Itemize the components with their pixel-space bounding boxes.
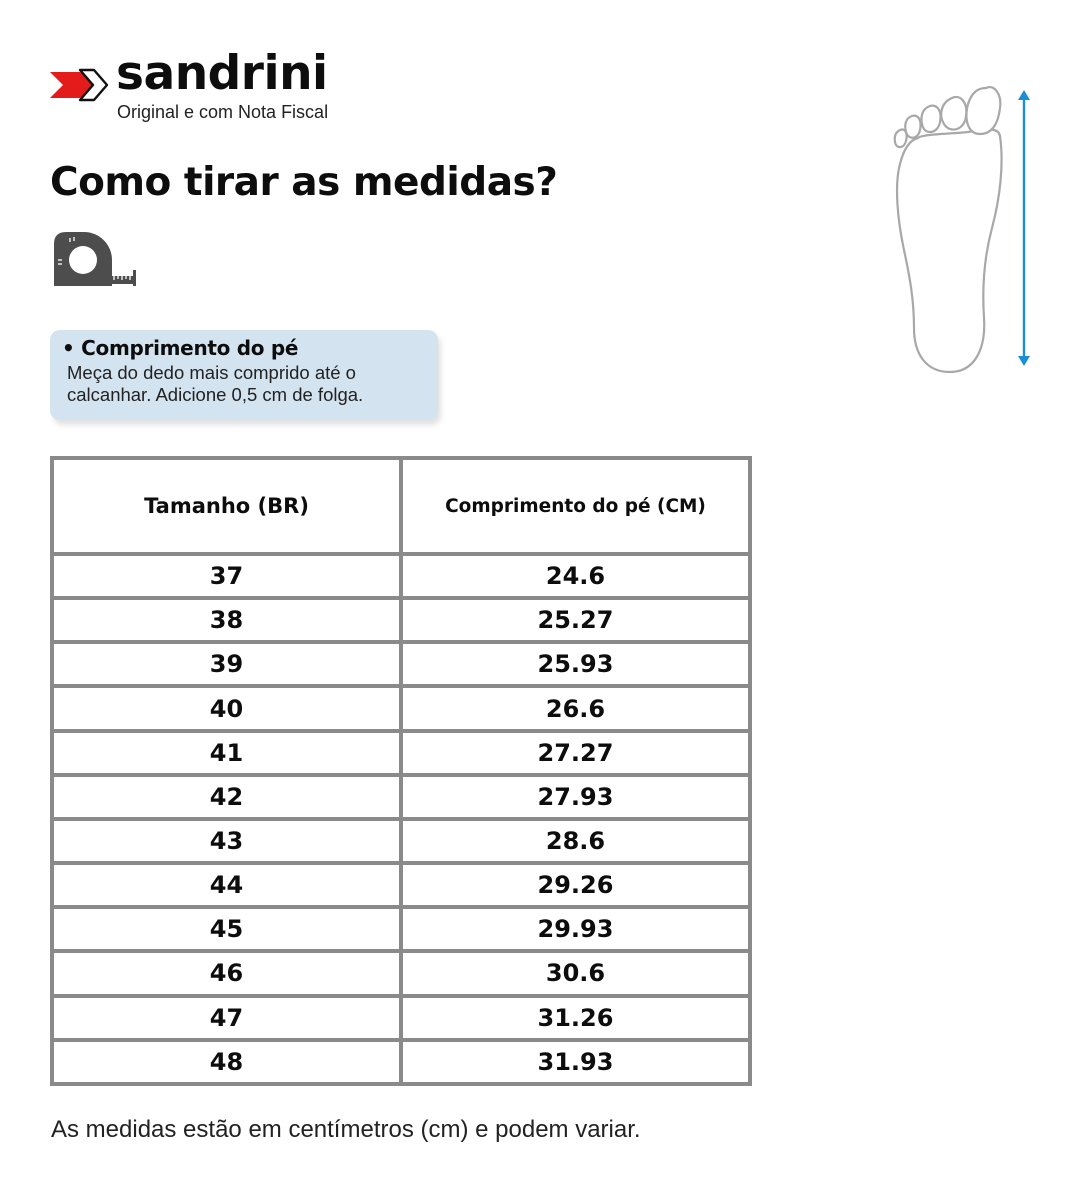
length-cell: 30.6 [401, 951, 750, 995]
header-foot-length-cm: Comprimento do pé (CM) [401, 458, 750, 554]
size-cell: 42 [52, 775, 401, 819]
table-row [52, 642, 750, 686]
measurement-note: As medidas estão em centímetros (cm) e podem variar. [51, 1116, 641, 1143]
length-cell: 29.26 [401, 863, 750, 907]
table-row [52, 775, 750, 819]
size-cell: 47 [52, 996, 401, 1040]
header-size-br: Tamanho (BR) [52, 458, 401, 554]
size-cell: 45 [52, 907, 401, 951]
size-cell: 39 [52, 642, 401, 686]
table-row [52, 907, 750, 951]
size-cell: 40 [52, 686, 401, 730]
foot-length-info-box [50, 330, 438, 420]
size-cell: 48 [52, 1040, 401, 1084]
brand-name: sandrini [116, 46, 328, 101]
table-row [52, 819, 750, 863]
size-cell: 43 [52, 819, 401, 863]
measuring-tape-icon [50, 230, 138, 290]
length-cell: 26.6 [401, 686, 750, 730]
foot-outline-icon [895, 87, 1002, 372]
table-row [52, 996, 750, 1040]
length-cell: 27.27 [401, 731, 750, 775]
foot-measurement-illustration [888, 78, 1040, 380]
table-row [52, 731, 750, 775]
length-cell: 28.6 [401, 819, 750, 863]
info-text-line-1: Meça do dedo mais comprido até o [67, 362, 356, 383]
size-cell: 37 [52, 554, 401, 598]
size-table [50, 456, 752, 1086]
table-row [52, 863, 750, 907]
length-cell: 29.93 [401, 907, 750, 951]
table-row [52, 598, 750, 642]
table-header-row [52, 458, 750, 554]
info-text-line-2: calcanhar. Adicione 0,5 cm de folga. [67, 384, 364, 405]
table-row [52, 951, 750, 995]
length-cell: 25.27 [401, 598, 750, 642]
vertical-length-arrow-icon [1018, 90, 1030, 366]
length-cell: 27.93 [401, 775, 750, 819]
size-cell: 44 [52, 863, 401, 907]
table-row [52, 1040, 750, 1084]
length-cell: 31.93 [401, 1040, 750, 1084]
arrow-tag-logo-icon [50, 68, 108, 102]
brand-tagline: Original e com Nota Fiscal [117, 102, 329, 122]
table-row [52, 686, 750, 730]
length-cell: 31.26 [401, 996, 750, 1040]
length-cell: 24.6 [401, 554, 750, 598]
size-cell: 46 [52, 951, 401, 995]
length-cell: 25.93 [401, 642, 750, 686]
size-cell: 38 [52, 598, 401, 642]
brand-logo [50, 46, 410, 134]
page-title: Como tirar as medidas? [50, 160, 558, 205]
table-row [52, 554, 750, 598]
size-cell: 41 [52, 731, 401, 775]
info-title: • Comprimento do pé [62, 336, 299, 360]
